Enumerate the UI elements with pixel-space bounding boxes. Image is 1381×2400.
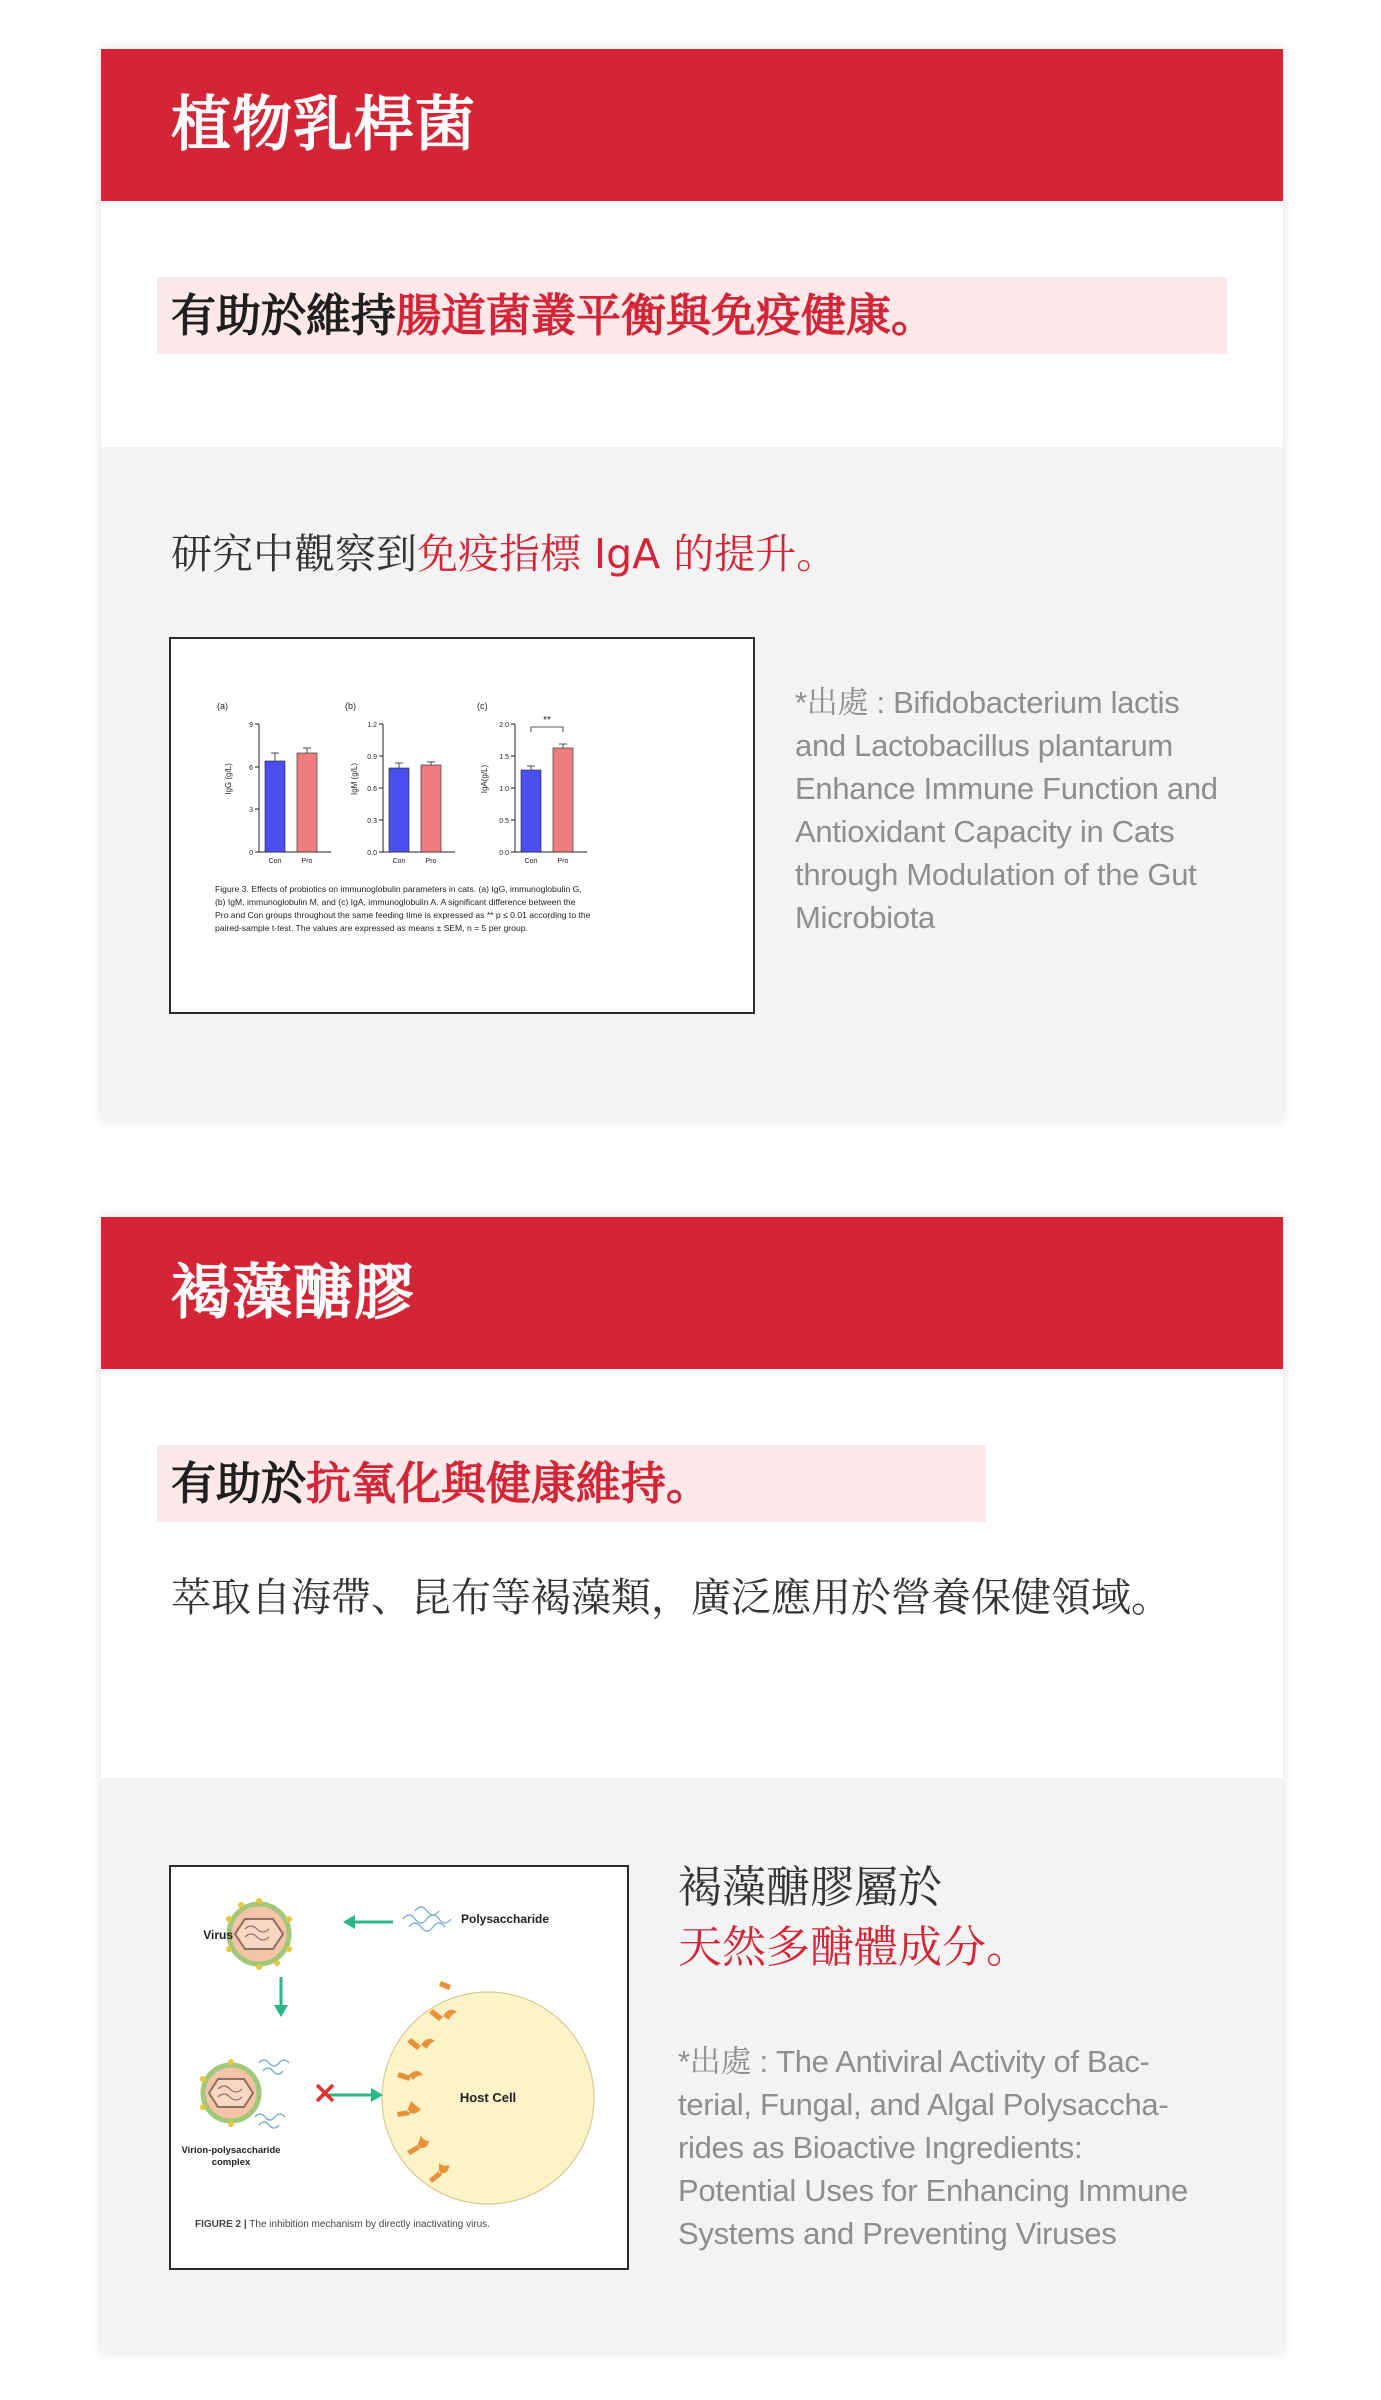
research-text: 研究中觀察到 bbox=[171, 530, 417, 578]
svg-text:2.0: 2.0 bbox=[499, 722, 509, 729]
complex-label: complex bbox=[211, 2157, 251, 2168]
mechanism-diagram bbox=[171, 1867, 627, 2268]
host-cell-label: Host Cell bbox=[459, 2090, 517, 2105]
algae-highlight: 天然多醣體成分。 bbox=[678, 1922, 1030, 1973]
svg-text:1.5: 1.5 bbox=[499, 754, 509, 761]
research-highlight: 免疫指標 IgA 的提升。 bbox=[417, 530, 838, 578]
significance-bracket bbox=[531, 727, 563, 732]
tick-con-b: Con bbox=[392, 858, 406, 865]
bar-igm-pro bbox=[421, 765, 441, 852]
caption-line: Pro and Con groups throughout the same feeding time is expressed as ** p ≤ 0.01 according to the bbox=[215, 910, 591, 920]
bar-igg-pro bbox=[297, 753, 317, 852]
caption-line: Figure 3. Effects of probiotics on immunoglobulin parameters in cats. (a) IgG, immunoglobulin G, bbox=[215, 884, 582, 894]
section-header bbox=[101, 1217, 1283, 1369]
tagline-text: 有助於 bbox=[171, 1457, 307, 1510]
tick-con-a: Con bbox=[268, 858, 282, 865]
svg-text:9: 9 bbox=[249, 722, 253, 729]
source-citation: *出處 : The Antiviral Activity of Bac-terial, Fungal, and Algal Polysaccha-rides as Bioactive Ingredients: Potential Uses for Enhancing Immune Systems and Preventing Viruses bbox=[678, 2044, 1188, 2251]
source-citation: *出處 : Bifidobacterium lactis and Lactobacillus plantarum Enhance Immune Function and Antioxidant Capacity in Cats through Modulation of the Gut Microbiota bbox=[795, 685, 1218, 935]
immunoglobulin-figure bbox=[169, 637, 755, 1014]
benefit-tagline bbox=[157, 1445, 986, 1522]
virion-complex bbox=[200, 2059, 289, 2128]
panel-label-c: (c) bbox=[477, 701, 488, 711]
algae-statement bbox=[678, 1858, 1030, 1978]
complex-label: Virion-polysaccharide bbox=[181, 2145, 281, 2156]
svg-text:1.2: 1.2 bbox=[367, 722, 377, 729]
block-x-icon bbox=[317, 2085, 333, 2101]
bar-iga-con bbox=[521, 770, 541, 852]
y-label-igm: IgM (g/L) bbox=[350, 762, 359, 796]
tick-con-c: Con bbox=[524, 858, 538, 865]
figure-caption bbox=[215, 884, 591, 933]
svg-text:3: 3 bbox=[249, 807, 253, 814]
bar-igg-con bbox=[265, 761, 285, 852]
tick-pro-b: Pro bbox=[425, 858, 437, 865]
svg-text:1.0: 1.0 bbox=[499, 786, 509, 793]
benefit-tagline bbox=[157, 277, 1227, 354]
virus-label: Virus bbox=[203, 1928, 233, 1942]
svg-text:0.0: 0.0 bbox=[499, 850, 509, 857]
y-label-igg: IgG (g/L) bbox=[224, 763, 233, 795]
svg-text:0.6: 0.6 bbox=[367, 786, 377, 793]
panel-b-ticks bbox=[367, 722, 377, 857]
panel-c-ticks bbox=[499, 722, 509, 857]
caption-line: paired-sample t-test. The values are expressed as means ± SEM, n = 5 per group. bbox=[215, 923, 528, 933]
bar-iga-pro bbox=[553, 748, 573, 852]
y-label-iga: IgA(g/L) bbox=[480, 764, 489, 794]
section-header bbox=[101, 49, 1283, 201]
polysaccharide-icon bbox=[403, 1907, 451, 1931]
svg-text:0.0: 0.0 bbox=[367, 850, 377, 857]
significance-marker: ** bbox=[543, 715, 551, 726]
svg-text:0.5: 0.5 bbox=[499, 818, 509, 825]
figure-caption: FIGURE 2 | The inhibition mechanism by directly inactivating virus. bbox=[195, 2219, 490, 2230]
svg-text:6: 6 bbox=[249, 765, 253, 772]
tagline-highlight: 抗氧化與健康維持。 bbox=[306, 1457, 712, 1510]
virus-particle bbox=[226, 1898, 292, 1970]
fucoidan-description: 萃取自海帶、昆布等褐藻類，廣泛應用於營養保健領域。 bbox=[171, 1575, 1171, 1621]
tagline-highlight: 腸道菌叢平衡與免疫健康。 bbox=[396, 289, 937, 342]
section-title: 植物乳桿菌 bbox=[171, 90, 476, 160]
mechanism-panel bbox=[101, 1778, 1283, 2353]
svg-text:0.9: 0.9 bbox=[367, 754, 377, 761]
bar-igm-con bbox=[389, 768, 409, 852]
panel-label-a: (a) bbox=[217, 701, 228, 711]
polysaccharide-label: Polysaccharide bbox=[461, 1912, 550, 1926]
svg-text:0.3: 0.3 bbox=[367, 818, 377, 825]
research-statement bbox=[171, 527, 837, 581]
tick-pro-c: Pro bbox=[557, 858, 569, 865]
immunoglobulin-chart bbox=[171, 639, 753, 1012]
section-title: 褐藻醣膠 bbox=[171, 1258, 415, 1328]
arrows bbox=[274, 1915, 393, 2102]
caption-line: (b) IgM, immunoglobulin M, and (c) IgA, immunoglobulin A. A significant difference between the bbox=[215, 897, 576, 907]
algae-text: 褐藻醣膠屬於 bbox=[678, 1862, 942, 1913]
tagline-text: 有助於維持 bbox=[171, 289, 397, 342]
lactobacillus-card bbox=[101, 49, 1283, 1120]
panel-label-b: (b) bbox=[345, 701, 356, 711]
antiviral-mechanism-figure bbox=[169, 1865, 629, 2270]
panel-a-ticks bbox=[249, 722, 253, 857]
fucoidan-card bbox=[101, 1217, 1283, 2353]
svg-text:0: 0 bbox=[249, 850, 253, 857]
tick-pro-a: Pro bbox=[301, 858, 313, 865]
research-panel bbox=[101, 447, 1283, 1120]
